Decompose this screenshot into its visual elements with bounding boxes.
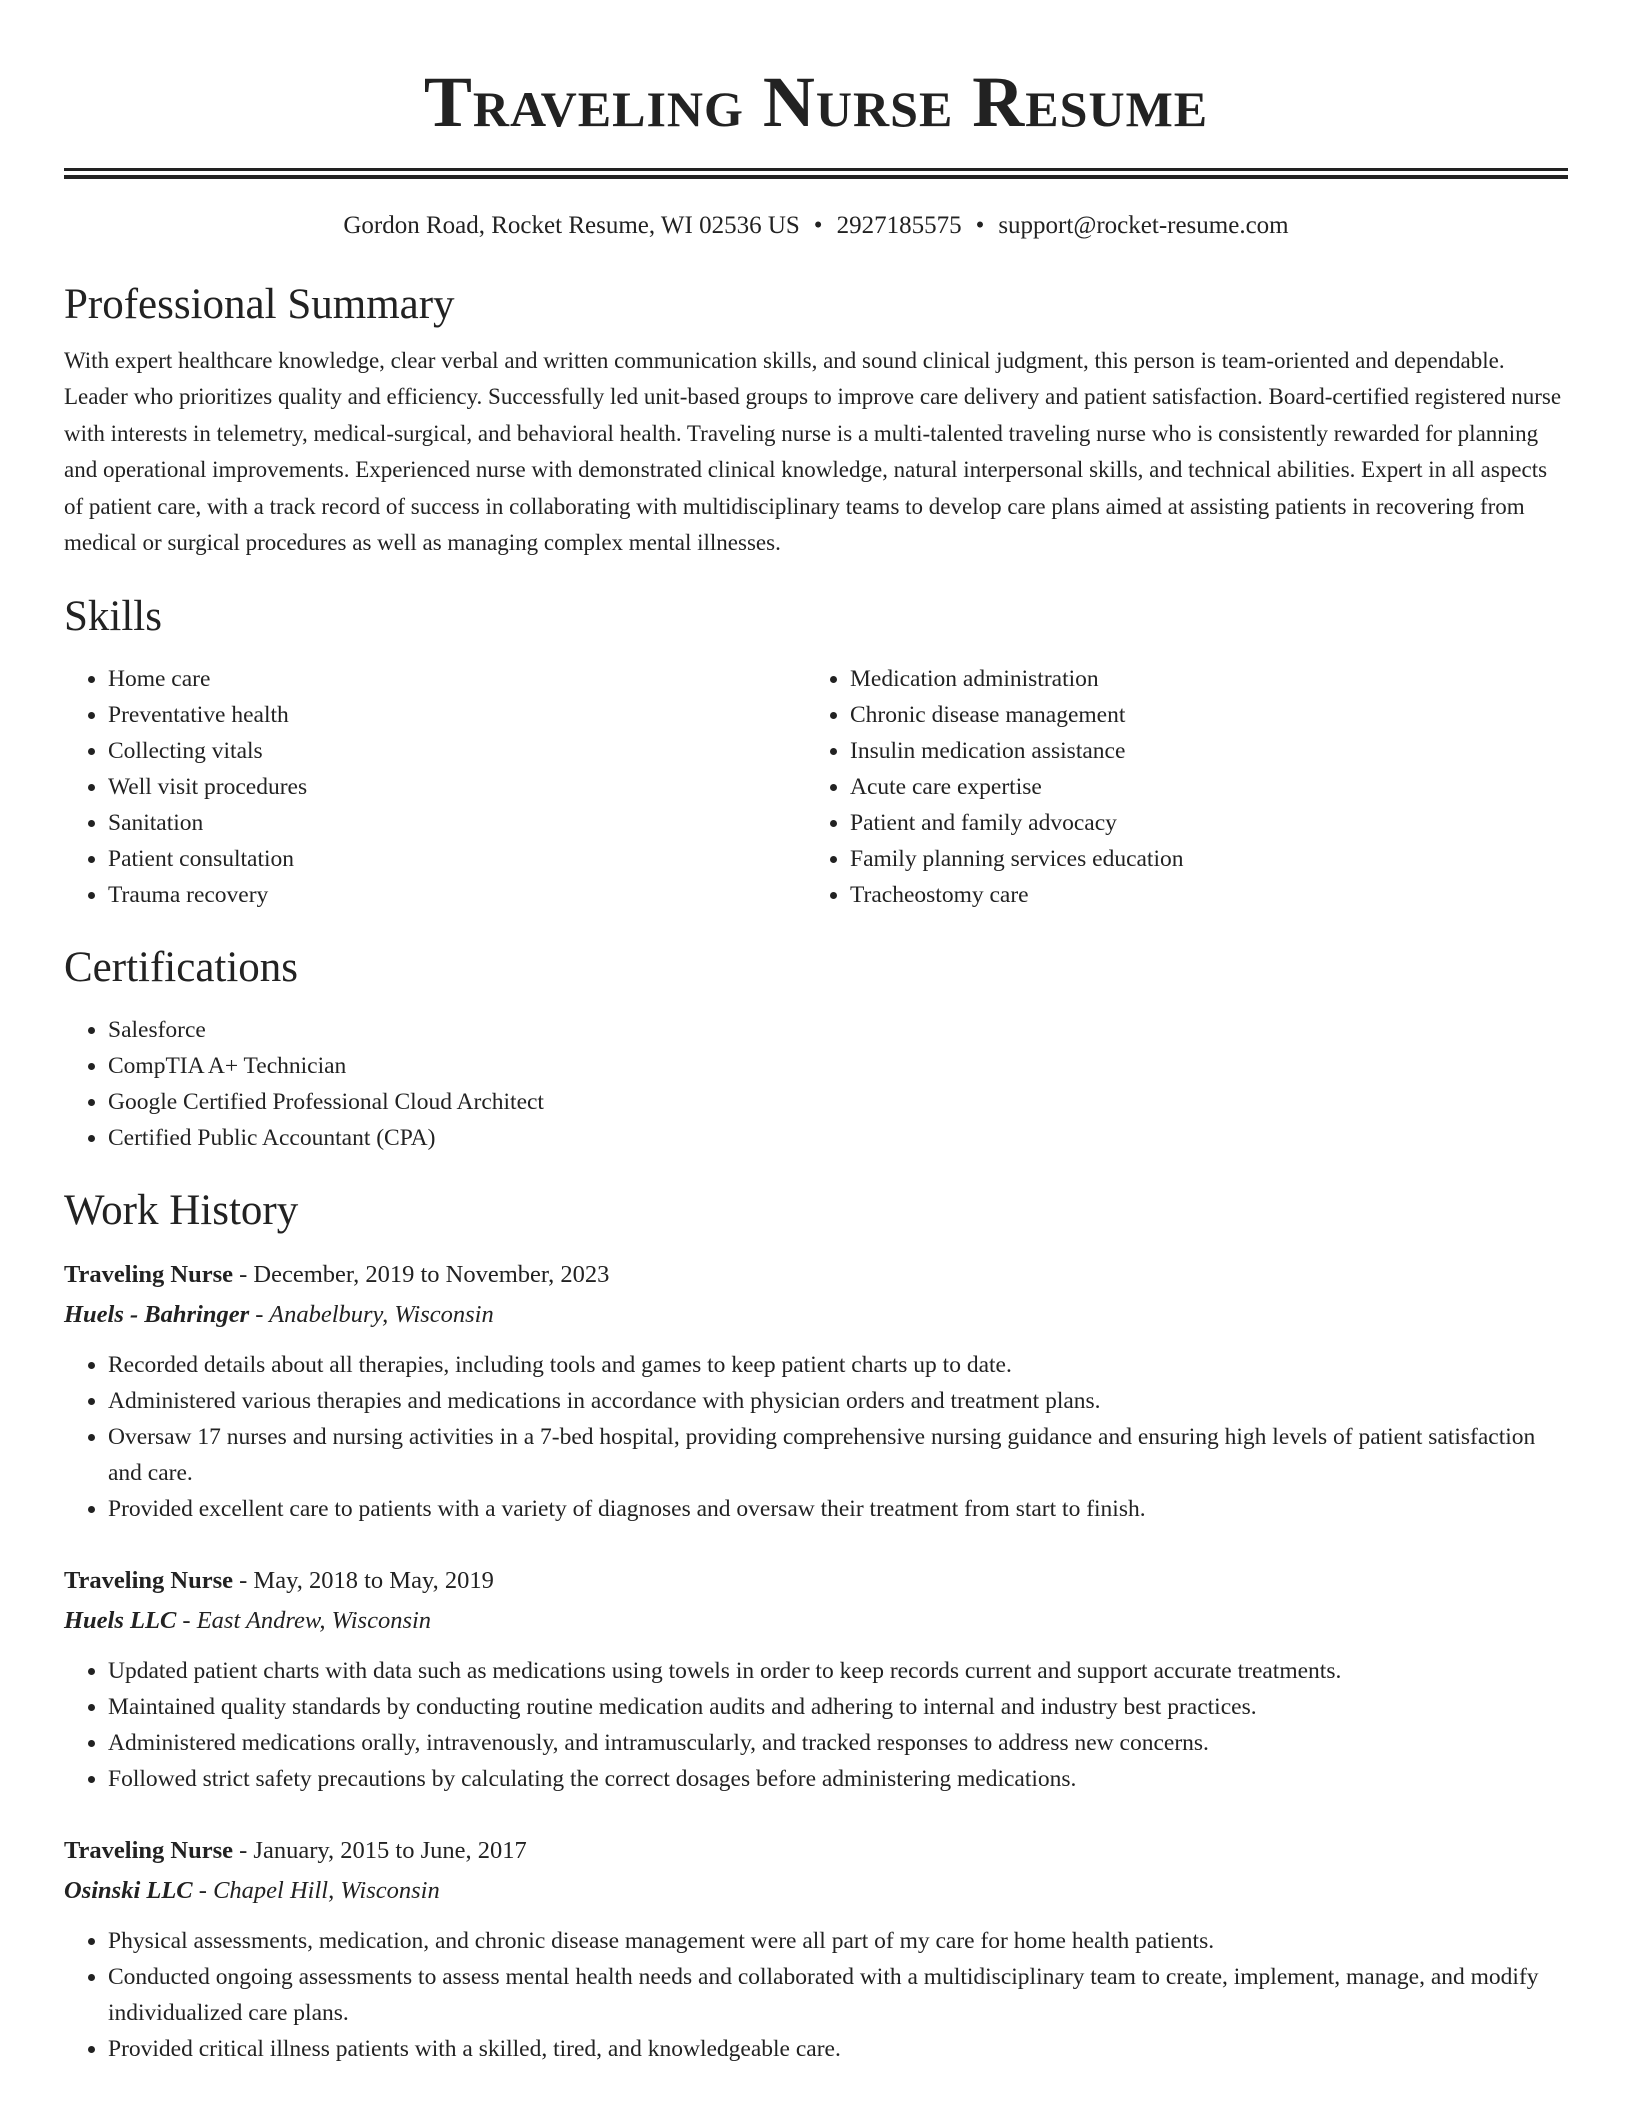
certifications-section <box>64 942 1568 1156</box>
summary-heading: Professional Summary <box>64 281 455 328</box>
skill-item: • Medication administration <box>850 661 1548 697</box>
job-bullet: • Administered medications orally, intravenously, and intramuscularly, and tracked responses to address new concerns. <box>108 1725 1568 1761</box>
work-history-heading: Work History <box>64 1187 299 1235</box>
job-dates: - January, 2015 to June, 2017 <box>233 1837 527 1865</box>
certification-item: • Salesforce <box>108 1012 1568 1048</box>
job-entry <box>64 1561 1568 1797</box>
job-dates: - May, 2018 to May, 2019 <box>233 1567 494 1595</box>
contact-separator: • <box>813 212 823 239</box>
title-divider <box>64 168 1568 179</box>
summary-section <box>64 279 1568 561</box>
job-location: - Chapel Hill, Wisconsin <box>192 1877 440 1905</box>
skills-list-right <box>806 661 1548 913</box>
job-bullet: • Administered various therapies and medications in accordance with physician orders and treatment plans. <box>108 1383 1568 1419</box>
summary-text: With expert healthcare knowledge, clear verbal and written communication skills, and sound clinical judgment, this person is team-oriented and dependable. Leader who prioritizes quality and efficiency. Successfully led unit-based groups to improve care delivery and patient satisfaction. Board-certified registered nurse with interests in telemetry, medical-surgical, and behavioral health. Traveling nurse is a multi-talented traveling nurse who is consistently rewarded for planning and operational improvements. Experienced nurse with demonstrated clinical knowledge, natural interpersonal skills, and technical abilities. Expert in all aspects of patient care, with a track record of success in collaborating with multidisciplinary teams to develop care plans aimed at assisting patients in recovering from medical or surgical procedures as well as managing complex mental illnesses. <box>64 348 1562 556</box>
job-bullet: • Provided excellent care to patients with a variety of diagnoses and oversaw their treatment from start to finish. <box>108 1491 1568 1527</box>
skill-item: • Chronic disease management <box>850 697 1548 733</box>
contact-line <box>64 210 1568 242</box>
job-location: - East Andrew, Wisconsin <box>176 1607 432 1635</box>
skill-item: • Trauma recovery <box>108 877 806 913</box>
resume-title: Traveling Nurse Resume <box>423 62 1209 142</box>
skill-item: • Preventative health <box>108 697 806 733</box>
certification-item: • Certified Public Accountant (CPA) <box>108 1120 1568 1156</box>
job-bullets <box>64 1653 1568 1797</box>
certifications-list <box>64 1012 1568 1156</box>
skill-item: • Family planning services education <box>850 841 1548 877</box>
job-bullet: • Provided critical illness patients with a skilled, tired, and knowledgeable care. <box>108 2031 1568 2067</box>
certification-item: • Google Certified Professional Cloud Architect <box>108 1084 1568 1120</box>
job-title: Traveling Nurse <box>64 1261 233 1289</box>
contact-phone: 2927185575 <box>836 212 962 239</box>
skill-item: • Collecting vitals <box>108 733 806 769</box>
job-bullet: • Oversaw 17 nurses and nursing activities in a 7-bed hospital, providing comprehensive nursing guidance and ensuring high levels of patient satisfaction and care. <box>108 1419 1568 1491</box>
job-bullet: • Maintained quality standards by conducting routine medication audits and adhering to internal and industry best practices. <box>108 1689 1568 1725</box>
job-employer <box>64 1601 1568 1641</box>
job-bullets <box>64 1923 1568 2067</box>
job-company: Osinski LLC <box>64 1877 193 1905</box>
job-company: Huels LLC <box>64 1607 177 1635</box>
skills-section <box>64 591 1568 913</box>
skill-item: • Acute care expertise <box>850 769 1548 805</box>
resume-page <box>64 0 1568 2067</box>
job-bullet: • Conducted ongoing assessments to assess mental health needs and collaborated with a multidisciplinary team to create, implement, manage, and modify individualized care plans. <box>108 1959 1568 2031</box>
job-entry <box>64 1831 1568 2067</box>
job-title: Traveling Nurse <box>64 1567 233 1595</box>
job-bullet: • Followed strict safety precautions by calculating the correct dosages before administering medications. <box>108 1761 1568 1797</box>
job-employer <box>64 1295 1568 1335</box>
job-location: - Anabelbury, Wisconsin <box>249 1301 494 1329</box>
work-history-section <box>64 1185 1568 2067</box>
contact-email: support@rocket-resume.com <box>998 212 1289 239</box>
job-company: Huels - Bahringer <box>64 1301 250 1329</box>
skill-item: • Home care <box>108 661 806 697</box>
skill-item: • Well visit procedures <box>108 769 806 805</box>
skill-item: • Sanitation <box>108 805 806 841</box>
certifications-heading: Certifications <box>64 944 299 992</box>
skills-heading: Skills <box>64 593 162 641</box>
job-header <box>64 1831 1568 1871</box>
job-dates: - December, 2019 to November, 2023 <box>233 1261 610 1289</box>
job-bullet: • Updated patient charts with data such as medications using towels in order to keep records current and support accurate treatments. <box>108 1653 1568 1689</box>
skills-list-left <box>64 661 806 913</box>
skills-columns <box>64 661 1568 913</box>
job-bullet: • Physical assessments, medication, and chronic disease management were all part of my care for home health patients. <box>108 1923 1568 1959</box>
job-bullet: • Recorded details about all therapies, including tools and games to keep patient charts up to date. <box>108 1347 1568 1383</box>
certification-item: • CompTIA A+ Technician <box>108 1048 1568 1084</box>
contact-address: Gordon Road, Rocket Resume, WI 02536 US <box>343 212 800 239</box>
skill-item: • Patient consultation <box>108 841 806 877</box>
job-title: Traveling Nurse <box>64 1837 233 1865</box>
job-entry <box>64 1255 1568 1527</box>
job-bullets <box>64 1347 1568 1527</box>
skill-item: • Insulin medication assistance <box>850 733 1548 769</box>
contact-separator: • <box>975 212 985 239</box>
job-employer <box>64 1871 1568 1911</box>
job-header <box>64 1255 1568 1295</box>
skill-item: • Patient and family advocacy <box>850 805 1548 841</box>
job-header <box>64 1561 1568 1601</box>
skill-item: • Tracheostomy care <box>850 877 1548 913</box>
